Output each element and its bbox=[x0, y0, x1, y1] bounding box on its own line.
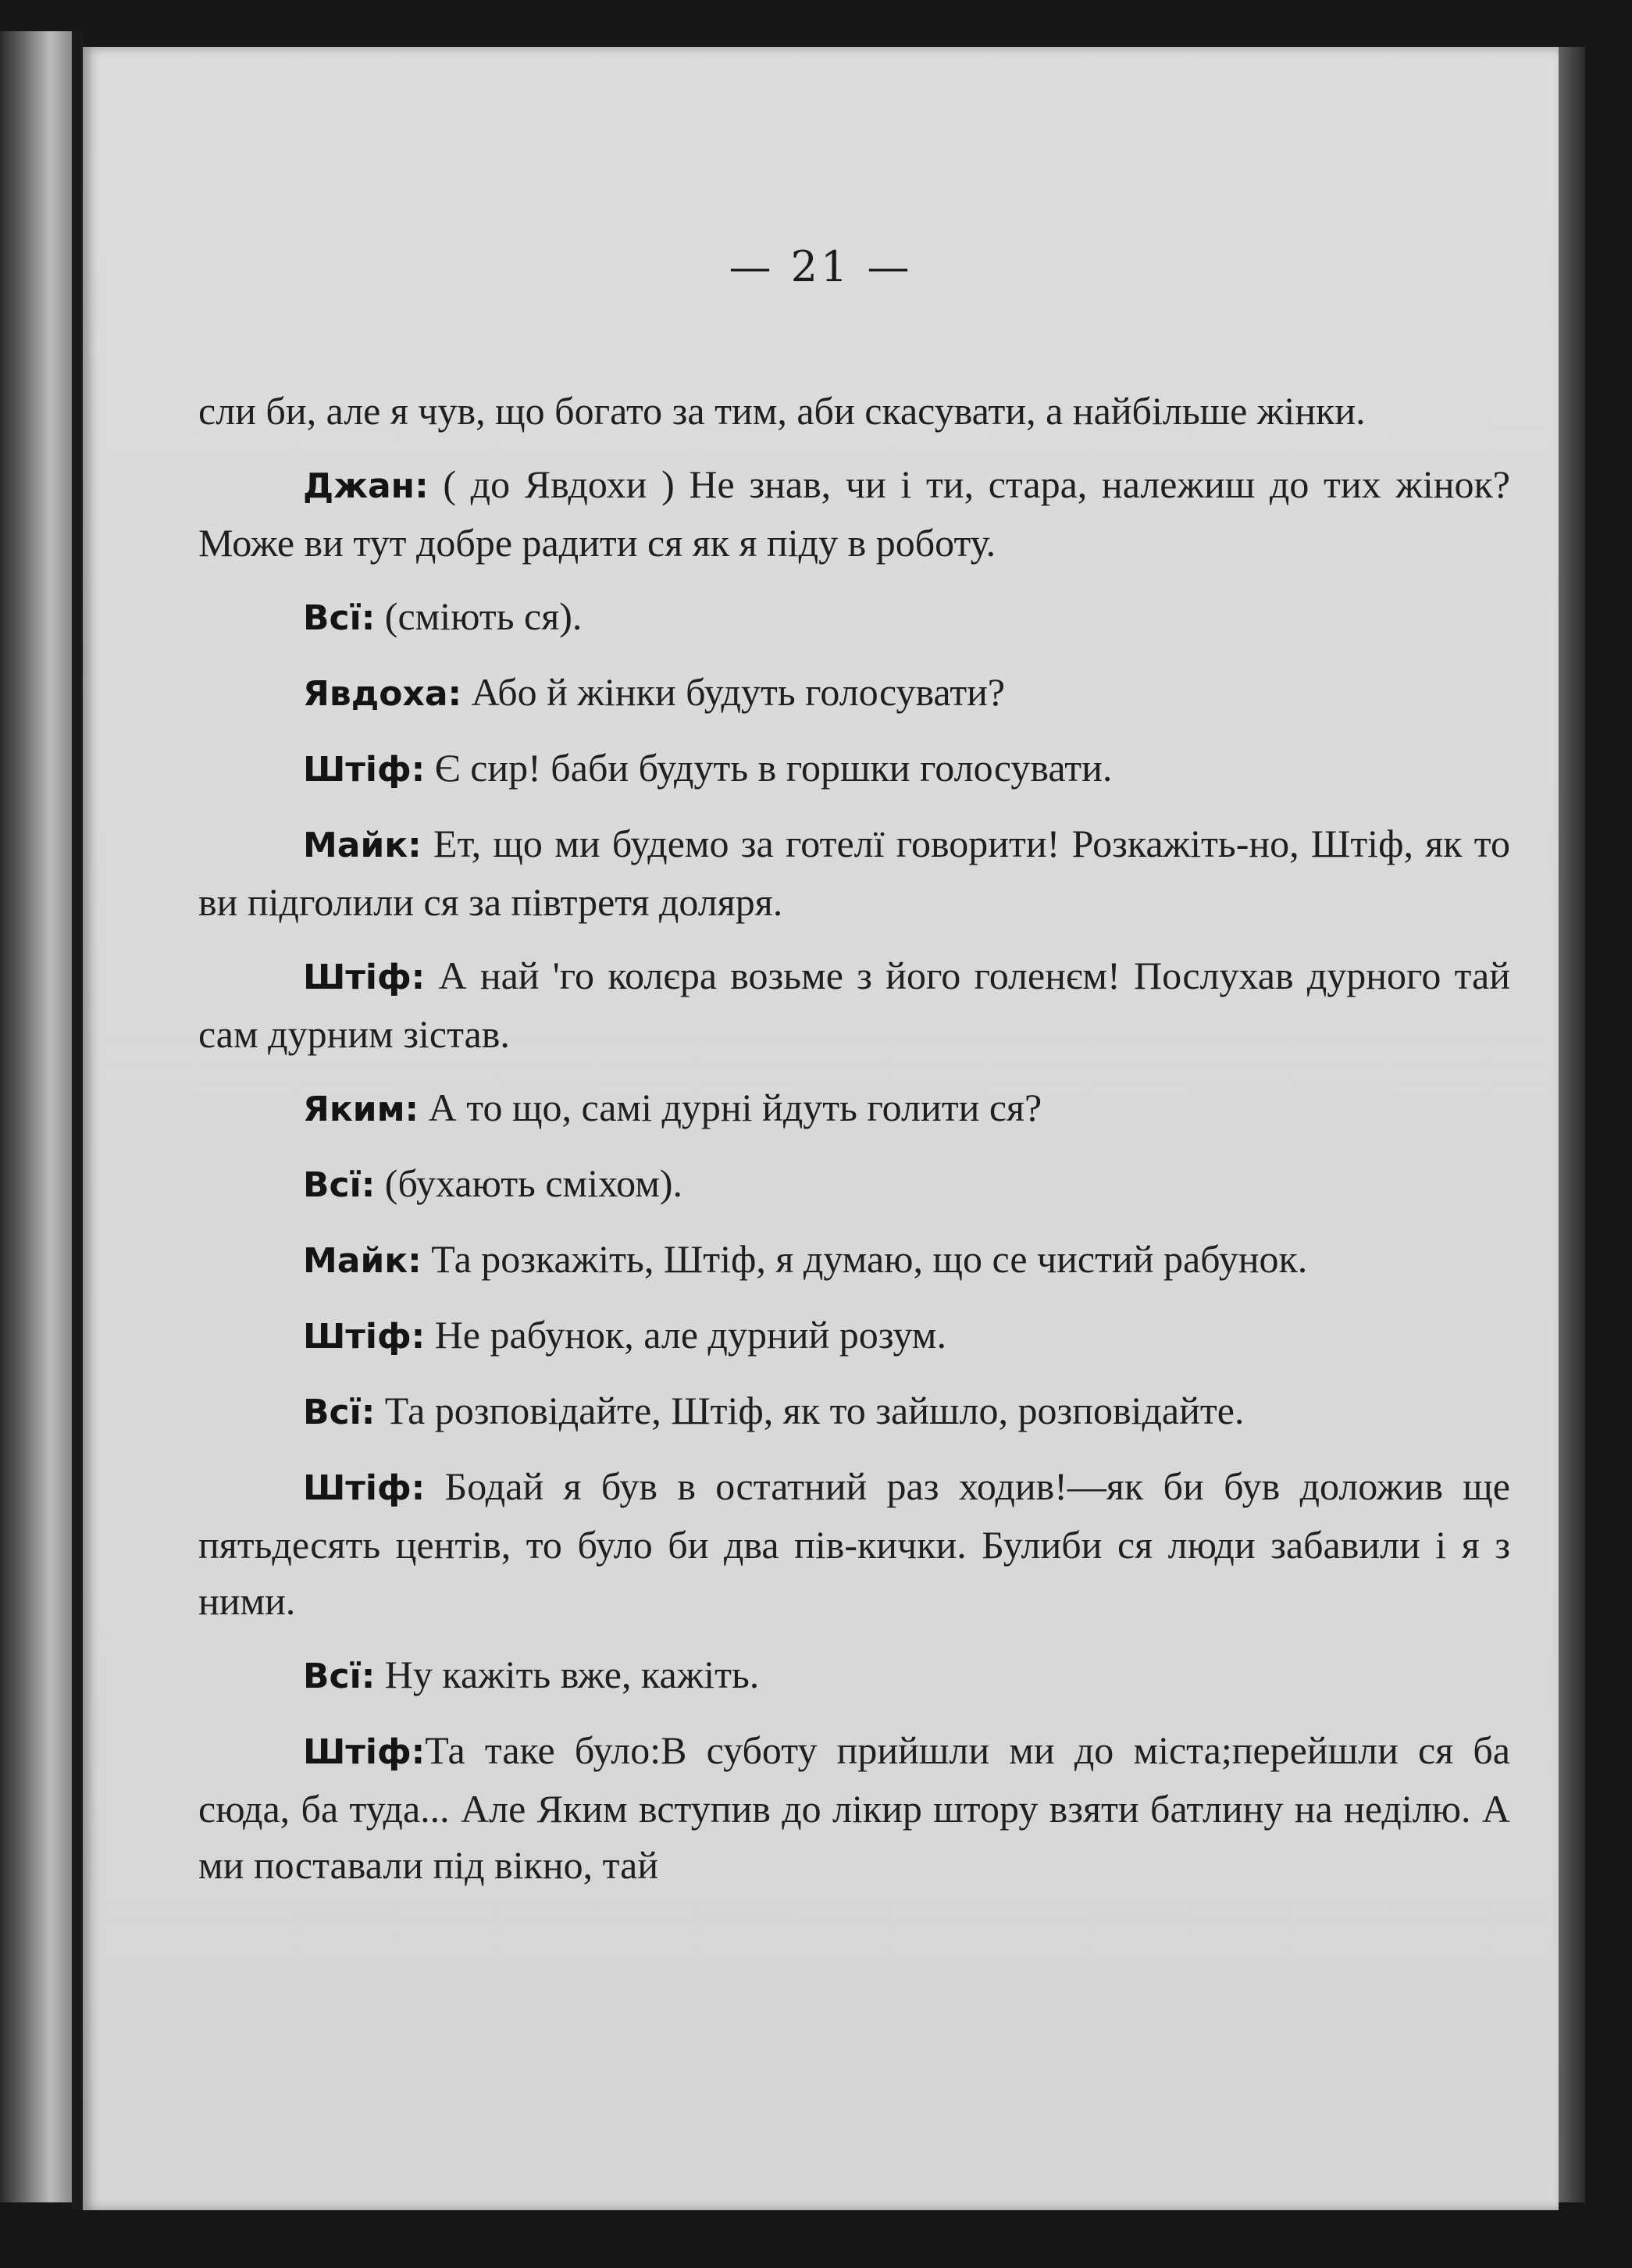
paragraph-text: А то що, самі дурні йдуть голити ся? bbox=[419, 1086, 1042, 1129]
paragraph-text: Та розповідайте, Штіф, як то зайшло, розповідайте. bbox=[375, 1389, 1245, 1432]
paragraph-text: Є сир! баби будуть в горшки голосувати. bbox=[425, 746, 1113, 790]
book-page bbox=[83, 47, 1559, 2210]
paragraph bbox=[198, 1307, 1510, 1365]
paragraph-text: Ну кажіть вже, кажіть. bbox=[375, 1653, 760, 1696]
paragraph bbox=[198, 947, 1510, 1062]
paragraph-text: ( до Явдохи ) Не знав, чи і ти, стара, належиш до тих жінок? Може ви тут добре радити ся як я піду в роботу. bbox=[198, 462, 1510, 565]
page-edge-shadow bbox=[1554, 47, 1585, 2202]
paragraph bbox=[198, 1231, 1510, 1289]
speaker-name: Штіф: bbox=[303, 1317, 426, 1357]
paragraph bbox=[198, 1458, 1510, 1629]
paragraph bbox=[198, 456, 1510, 571]
paragraph bbox=[198, 1722, 1510, 1893]
page-body bbox=[198, 383, 1510, 1910]
speaker-name: Всї: bbox=[303, 1393, 376, 1432]
speaker-name: Штіф: bbox=[303, 1468, 426, 1508]
paragraph bbox=[198, 1382, 1510, 1441]
paragraph-text: Або й жінки будуть голосувати? bbox=[461, 670, 1006, 714]
paragraph bbox=[198, 588, 1510, 647]
paragraph-text: Ет, що ми будемо за готелї говорити! Розкажіть-но, Штіф, як то ви підголили ся за півтретя доляря. bbox=[198, 822, 1510, 924]
speaker-name: Штіф: bbox=[303, 750, 426, 790]
paragraph bbox=[198, 740, 1510, 798]
paragraph-text: А най 'го колєра возьме з його голенєм! Послухав дурного тай сам дурним зістав. bbox=[198, 954, 1510, 1056]
speaker-name: Майк: bbox=[303, 1241, 422, 1281]
paragraph-text: (бухають сміхом). bbox=[375, 1161, 683, 1205]
paragraph bbox=[198, 815, 1510, 930]
speaker-name: Штіф: bbox=[303, 1732, 426, 1772]
speaker-name: Яким: bbox=[303, 1089, 419, 1129]
paragraph bbox=[198, 1646, 1510, 1705]
speaker-name: Всї: bbox=[303, 1656, 376, 1696]
paragraph bbox=[198, 1155, 1510, 1214]
speaker-name: Штіф: bbox=[303, 957, 426, 997]
speaker-name: Джан: bbox=[303, 466, 429, 506]
paragraph-text: Та таке було:В суботу прийшли ми до міста;перейшли ся ба сюда, ба туда... Але Яким вступив до лікир штору взяти батлину на неділю. А ми поставали під вікно, тай bbox=[198, 1728, 1510, 1887]
page-number: — 21 — bbox=[729, 242, 913, 291]
speaker-name: Майк: bbox=[303, 826, 422, 865]
paragraph bbox=[198, 664, 1510, 722]
paragraph bbox=[198, 383, 1510, 439]
paragraph-text: Бодай я був в остатний раз ходив!—як би був доложив ще пятьдесять центів, то було би два пів-кички. Булиби ся люди забавили і я з ними. bbox=[198, 1464, 1510, 1623]
speaker-name: Всї: bbox=[303, 1165, 376, 1205]
paragraph-text: (сміють ся). bbox=[375, 594, 583, 638]
paragraph-text: сли би, але я чув, що богато за тим, аби скасувати, а найбільше жінки. bbox=[198, 389, 1366, 433]
paragraph-text: Не рабунок, але дурний розум. bbox=[425, 1313, 946, 1357]
book-spine bbox=[72, 31, 83, 2210]
speaker-name: Всї: bbox=[303, 598, 376, 638]
paragraph-text: Та розкажіть, Штіф, я думаю, що се чистий рабунок. bbox=[421, 1237, 1308, 1281]
paragraph bbox=[198, 1079, 1510, 1138]
speaker-name: Явдоха: bbox=[303, 674, 462, 714]
facing-page-edge bbox=[0, 31, 72, 2202]
